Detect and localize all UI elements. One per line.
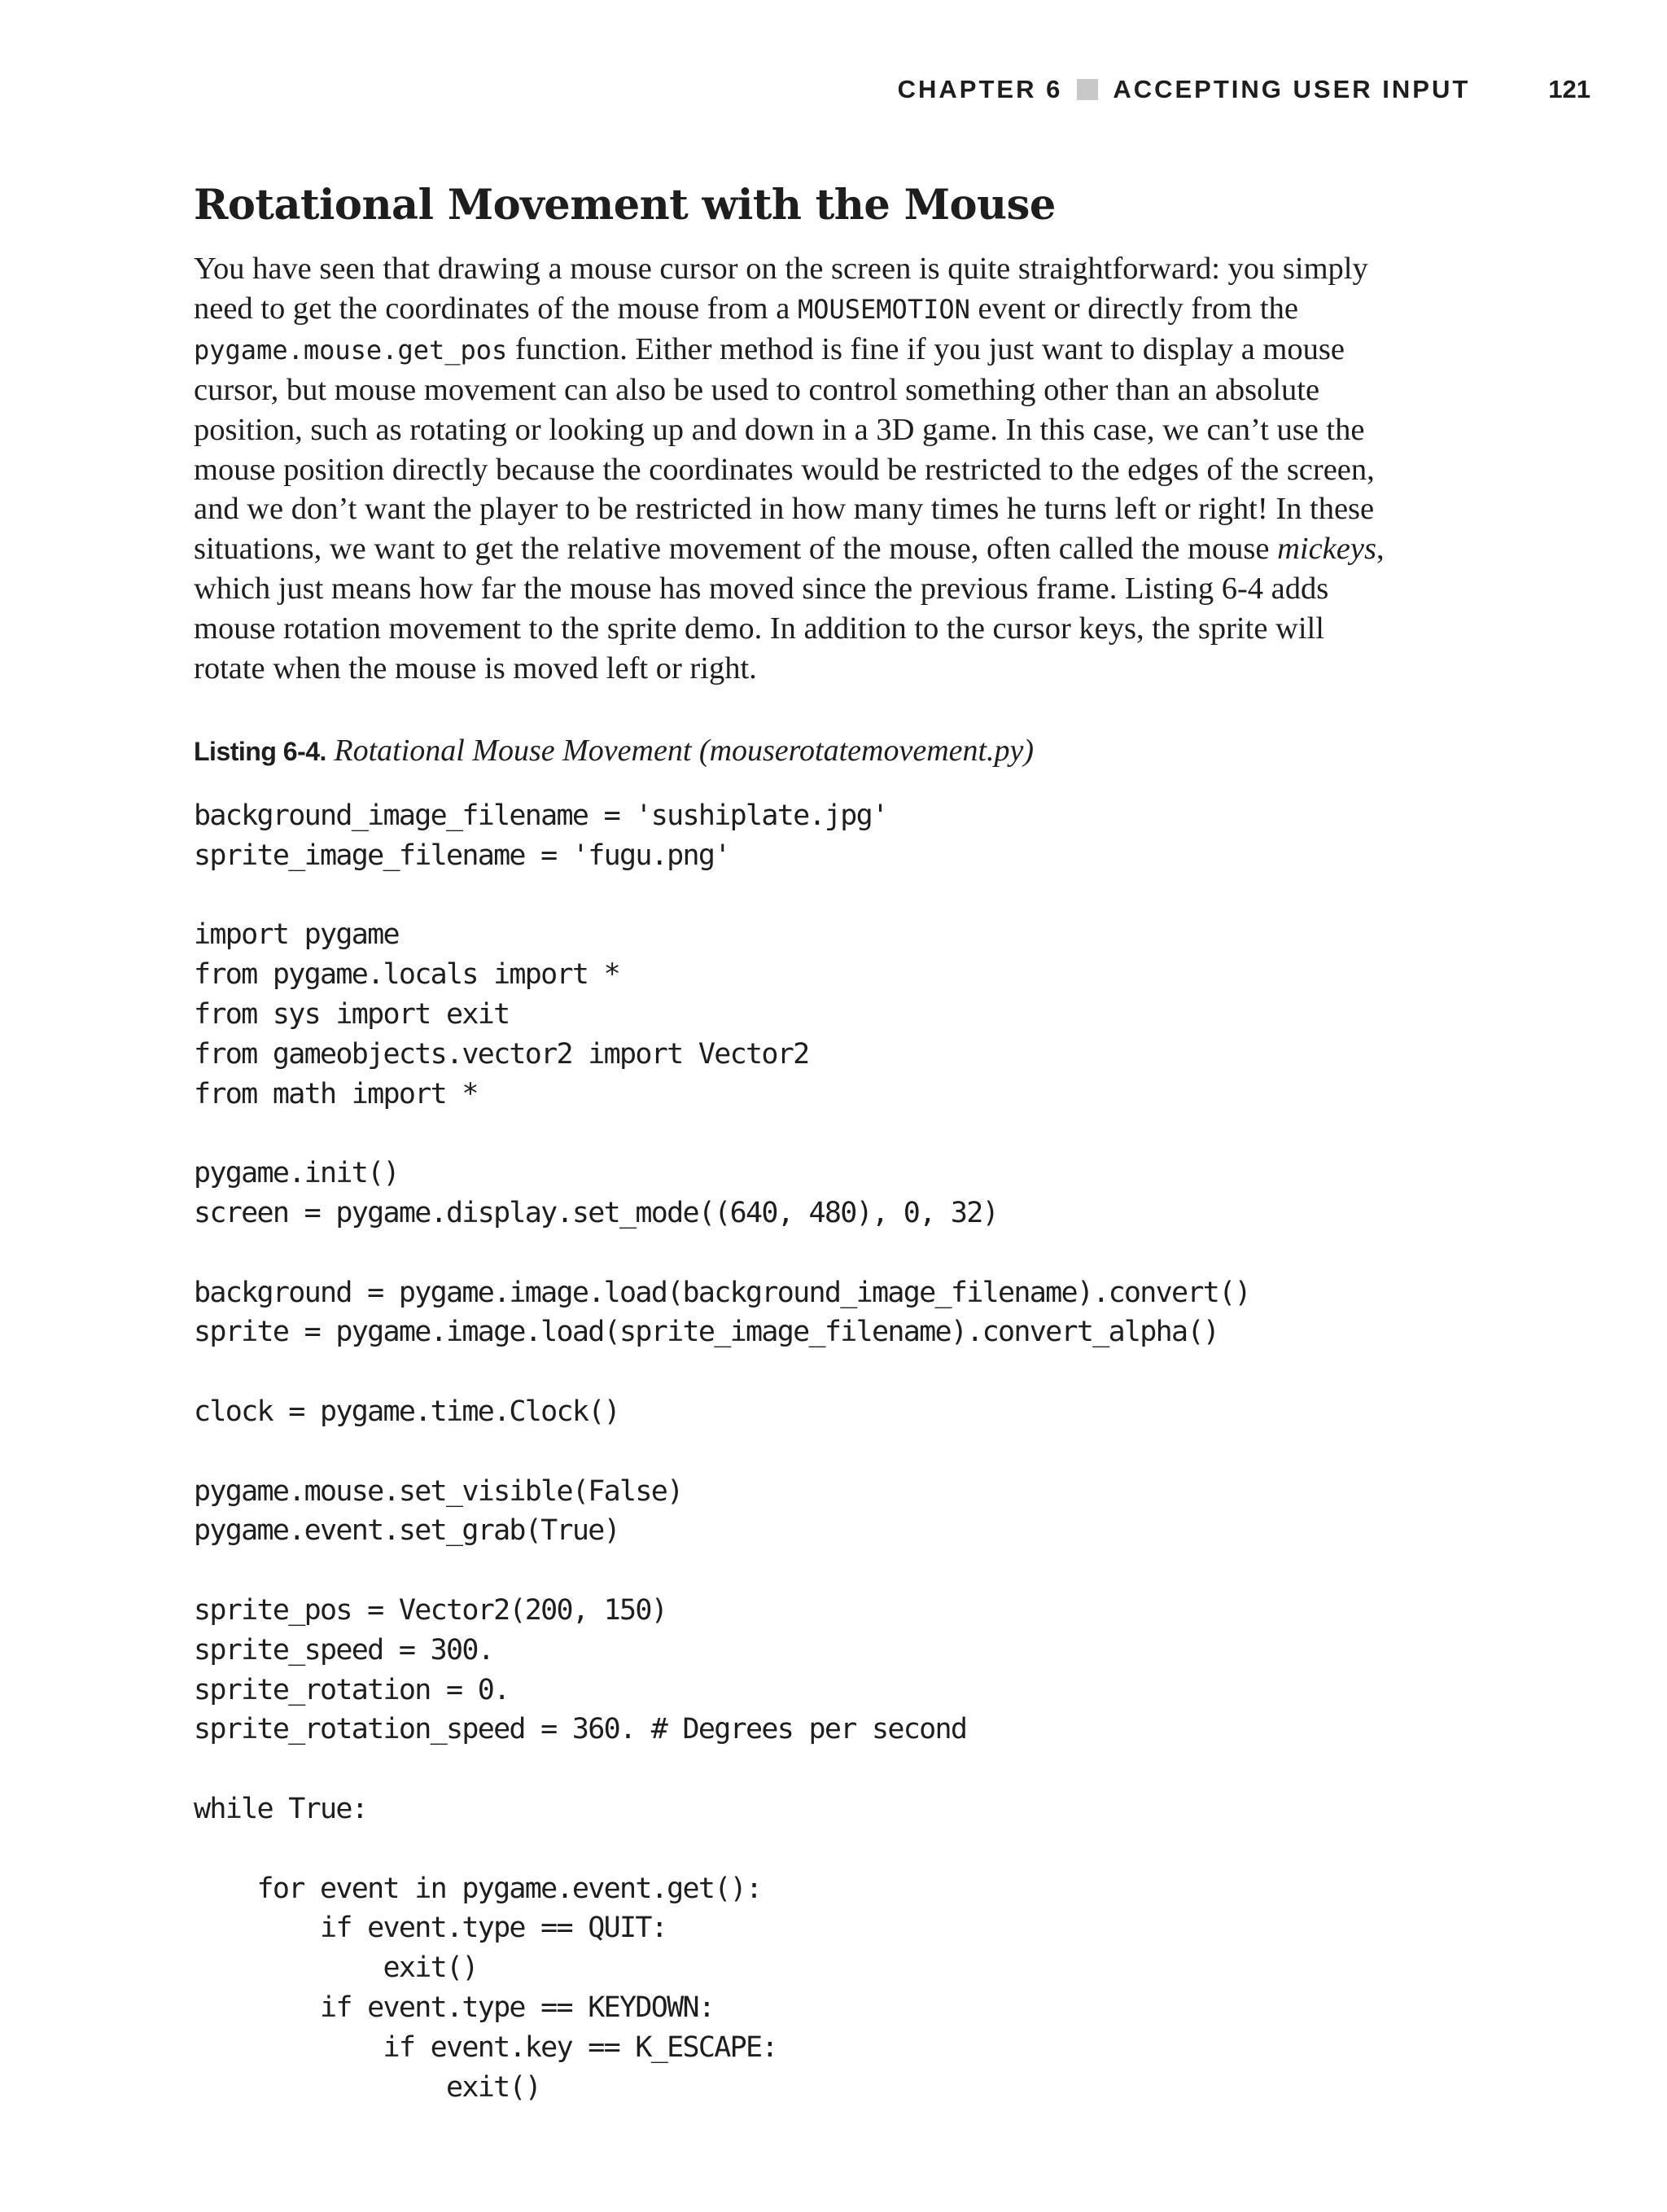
page-number: 121 <box>1548 75 1590 103</box>
code-line <box>194 876 1250 916</box>
inline-code: pygame.mouse.get_pos <box>194 334 508 366</box>
code-line <box>194 1829 1250 1869</box>
code-line: sprite_rotation = 0. <box>194 1673 510 1706</box>
separator-square-icon <box>1077 79 1098 100</box>
code-line: background_image_filename = 'sushiplate.jpg' <box>194 799 888 832</box>
section-heading: Rotational Movement with the Mouse <box>194 181 1056 230</box>
code-line: sprite = pygame.image.load(sprite_image_filename).convert_alpha() <box>194 1316 1219 1349</box>
text-run: need to get the coordinates of the mouse from a <box>194 291 798 326</box>
paragraph-line: position, such as rotating or looking up and down in a 3D game. In this case, we can’t use the <box>194 412 1365 447</box>
code-line: while True: <box>194 1792 368 1825</box>
code-line: from sys import exit <box>194 997 510 1031</box>
paragraph-line: and we don’t want the player to be restricted in how many times he turns left or right! In these <box>194 492 1375 527</box>
code-line: from pygame.locals import * <box>194 958 620 992</box>
listing-title: Rotational Mouse Movement (mouserotatemovement.py) <box>334 734 1035 768</box>
listing-caption <box>194 733 1034 769</box>
code-line: sprite_rotation_speed = 360. # Degrees per second <box>194 1713 967 1746</box>
code-line <box>194 1352 1250 1392</box>
paragraph-line <box>194 289 1464 330</box>
paragraph-line: cursor, but mouse movement can also be used to control something other than an absolute <box>194 372 1320 407</box>
code-line: import pygame <box>194 918 399 952</box>
paragraph-line: mouse rotation movement to the sprite demo. In addition to the cursor keys, the sprite will <box>194 611 1324 646</box>
code-line: pygame.init() <box>194 1157 399 1190</box>
code-line: sprite_pos = Vector2(200, 150) <box>194 1593 667 1627</box>
paragraph-line <box>194 529 1464 569</box>
code-line: exit() <box>194 1951 478 1985</box>
code-line <box>194 1551 1250 1591</box>
code-line: for event in pygame.event.get(): <box>194 1872 762 1905</box>
code-line <box>194 1432 1250 1472</box>
paragraph-line: mouse position directly because the coordinates would be restricted to the edges of the screen, <box>194 452 1375 487</box>
code-line: sprite_speed = 300. <box>194 1633 494 1667</box>
code-line: exit() <box>194 2070 541 2104</box>
running-head <box>898 75 1590 104</box>
code-line: pygame.mouse.set_visible(False) <box>194 1474 683 1508</box>
listing-label: Listing 6-4. <box>194 737 326 766</box>
chapter-label: CHAPTER 6 <box>897 75 1063 103</box>
code-line <box>194 1114 1250 1154</box>
paragraph-line: rotate when the mouse is moved left or right. <box>194 651 757 686</box>
code-line: background = pygame.image.load(background_image_filename).convert() <box>194 1276 1250 1309</box>
code-line <box>194 1233 1250 1273</box>
paragraph-line: which just means how far the mouse has moved since the previous frame. Listing 6-4 adds <box>194 572 1329 607</box>
code-line: from gameobjects.vector2 import Vector2 <box>194 1037 809 1071</box>
inline-code: MOUSEMOTION <box>797 293 970 325</box>
paragraph-line <box>194 330 1464 370</box>
emphasis-text: mickeys <box>1277 532 1376 567</box>
code-line: if event.type == QUIT: <box>194 1912 667 1945</box>
text-run: , <box>1376 532 1385 567</box>
code-line: if event.key == K_ESCAPE: <box>194 2030 777 2064</box>
paragraph-line: You have seen that drawing a mouse cursor on the screen is quite straightforward: you simply <box>194 252 1368 286</box>
code-line: clock = pygame.time.Clock() <box>194 1395 620 1428</box>
text-run: event or directly from the <box>969 291 1298 326</box>
code-line: screen = pygame.display.set_mode((640, 480), 0, 32) <box>194 1196 998 1229</box>
section-label: ACCEPTING USER INPUT <box>1113 75 1471 103</box>
code-line <box>194 1750 1250 1789</box>
code-listing <box>194 796 1250 2107</box>
code-line: sprite_image_filename = 'fugu.png' <box>194 839 730 872</box>
code-line: pygame.event.set_grab(True) <box>194 1514 620 1548</box>
code-line: from math import * <box>194 1077 478 1110</box>
text-run: function. Either method is fine if you just want to display a mouse <box>507 331 1345 366</box>
body-paragraph <box>194 249 1464 689</box>
code-line: if event.type == KEYDOWN: <box>194 1991 715 2024</box>
text-run: situations, we want to get the relative movement of the mouse, often called the mouse <box>194 532 1278 567</box>
